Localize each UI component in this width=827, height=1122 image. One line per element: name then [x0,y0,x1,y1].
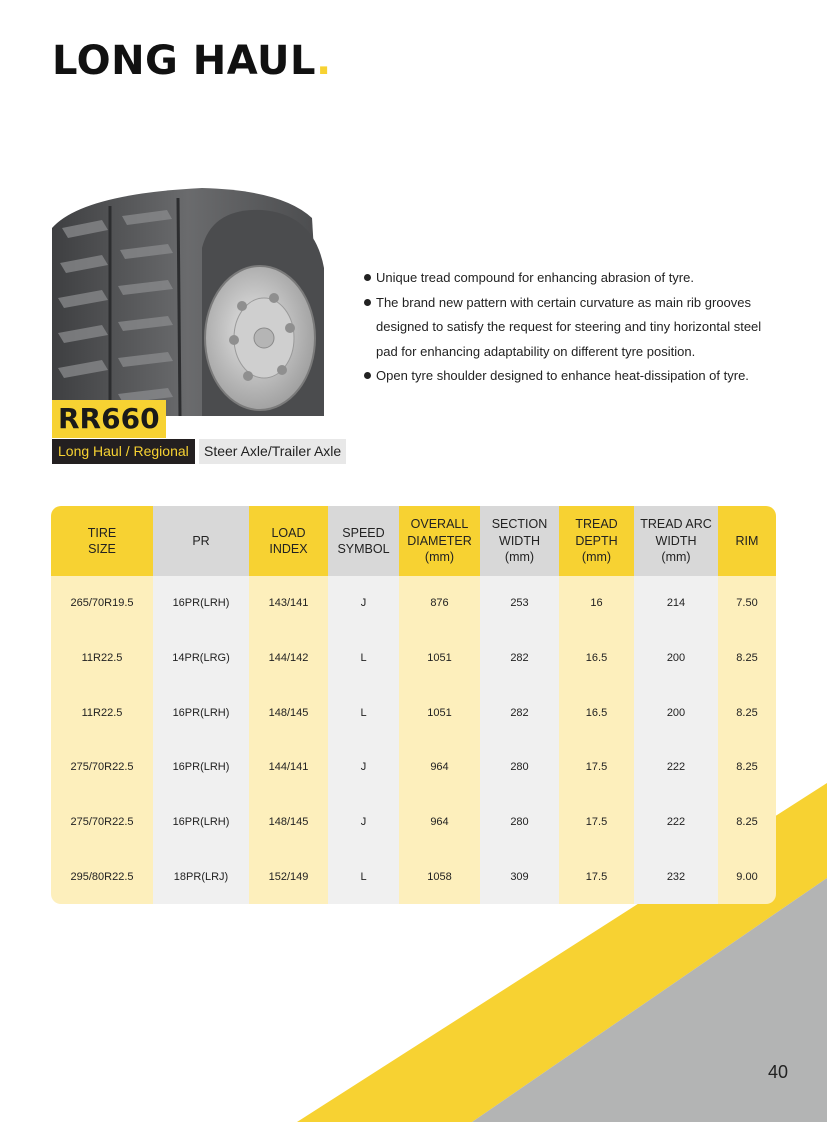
header-section-width: SECTION WIDTH (mm) [480,506,559,576]
cell-load-index: 148/145 [249,795,328,850]
category-tag: Long Haul / Regional [52,439,195,464]
tire-icon [52,188,324,416]
axle-tag: Steer Axle/Trailer Axle [199,439,346,464]
cell-pr: 16PR(LRH) [153,795,249,850]
cell-tire-size: 11R22.5 [51,631,153,686]
cell-pr: 16PR(LRH) [153,685,249,740]
cell-speed-symbol: L [328,849,399,904]
cell-pr: 16PR(LRH) [153,740,249,795]
cell-rim: 8.25 [718,740,776,795]
cell-speed-symbol: L [328,685,399,740]
cell-tread-arc-width: 232 [634,849,718,904]
cell-speed-symbol: J [328,740,399,795]
cell-tire-size: 295/80R22.5 [51,849,153,904]
cell-tire-size: 265/70R19.5 [51,576,153,631]
table-row [51,631,776,686]
cell-tread-arc-width: 200 [634,631,718,686]
cell-rim: 7.50 [718,576,776,631]
cell-overall-diameter: 964 [399,740,480,795]
cell-load-index: 152/149 [249,849,328,904]
page-number: 40 [768,1062,789,1082]
header-tire-size: TIRE SIZE [51,506,153,576]
cell-overall-diameter: 1051 [399,631,480,686]
cell-rim: 8.25 [718,685,776,740]
cell-tread-arc-width: 200 [634,685,718,740]
tire-image [52,188,324,416]
cell-rim: 8.25 [718,795,776,850]
model-badge: RR660 [52,400,166,438]
cell-tread-depth: 17.5 [559,849,634,904]
cell-section-width: 282 [480,631,559,686]
feature-item: Unique tread compound for enhancing abrasion of tyre. [364,266,784,291]
cell-tread-depth: 16.5 [559,631,634,686]
cell-section-width: 282 [480,685,559,740]
cell-load-index: 143/141 [249,576,328,631]
header-rim: RIM [718,506,776,576]
cell-tread-depth: 17.5 [559,795,634,850]
cell-overall-diameter: 1058 [399,849,480,904]
cell-rim: 8.25 [718,631,776,686]
cell-overall-diameter: 876 [399,576,480,631]
feature-list [364,266,784,389]
header-load-index: LOAD INDEX [249,506,328,576]
table-row [51,685,776,740]
cell-tread-arc-width: 222 [634,795,718,850]
cell-speed-symbol: J [328,795,399,850]
table-row [51,849,776,904]
title-dot: . [315,38,332,84]
cell-pr: 16PR(LRH) [153,576,249,631]
cell-pr: 18PR(LRJ) [153,849,249,904]
table-header-row [51,506,776,576]
table-row [51,795,776,850]
cell-tread-depth: 16.5 [559,685,634,740]
cell-tread-arc-width: 214 [634,576,718,631]
cell-pr: 14PR(LRG) [153,631,249,686]
header-tread-arc-width: TREAD ARC WIDTH (mm) [634,506,718,576]
table-row [51,576,776,631]
feature-item: The brand new pattern with certain curvature as main rib grooves designed to satisfy the request for steering and tiny horizontal steel pad for enhancing adaptability on different tyre position. [364,291,784,365]
cell-speed-symbol: L [328,631,399,686]
header-tread-depth: TREAD DEPTH (mm) [559,506,634,576]
cell-tire-size: 11R22.5 [51,685,153,740]
cell-rim: 9.00 [718,849,776,904]
header-overall-diameter: OVERALL DIAMETER (mm) [399,506,480,576]
page-title [52,38,332,84]
cell-load-index: 144/141 [249,740,328,795]
cell-section-width: 280 [480,740,559,795]
cell-speed-symbol: J [328,576,399,631]
cell-tire-size: 275/70R22.5 [51,795,153,850]
header-pr: PR [153,506,249,576]
cell-tread-depth: 17.5 [559,740,634,795]
cell-load-index: 148/145 [249,685,328,740]
cell-overall-diameter: 1051 [399,685,480,740]
header-speed-symbol: SPEED SYMBOL [328,506,399,576]
cell-section-width: 309 [480,849,559,904]
title-text: LONG HAUL [52,38,316,84]
cell-load-index: 144/142 [249,631,328,686]
feature-item: Open tyre shoulder designed to enhance heat-dissipation of tyre. [364,364,784,389]
cell-tread-depth: 16 [559,576,634,631]
cell-tire-size: 275/70R22.5 [51,740,153,795]
table-row [51,740,776,795]
cell-section-width: 253 [480,576,559,631]
cell-tread-arc-width: 222 [634,740,718,795]
cell-section-width: 280 [480,795,559,850]
cell-overall-diameter: 964 [399,795,480,850]
spec-table [51,506,776,904]
